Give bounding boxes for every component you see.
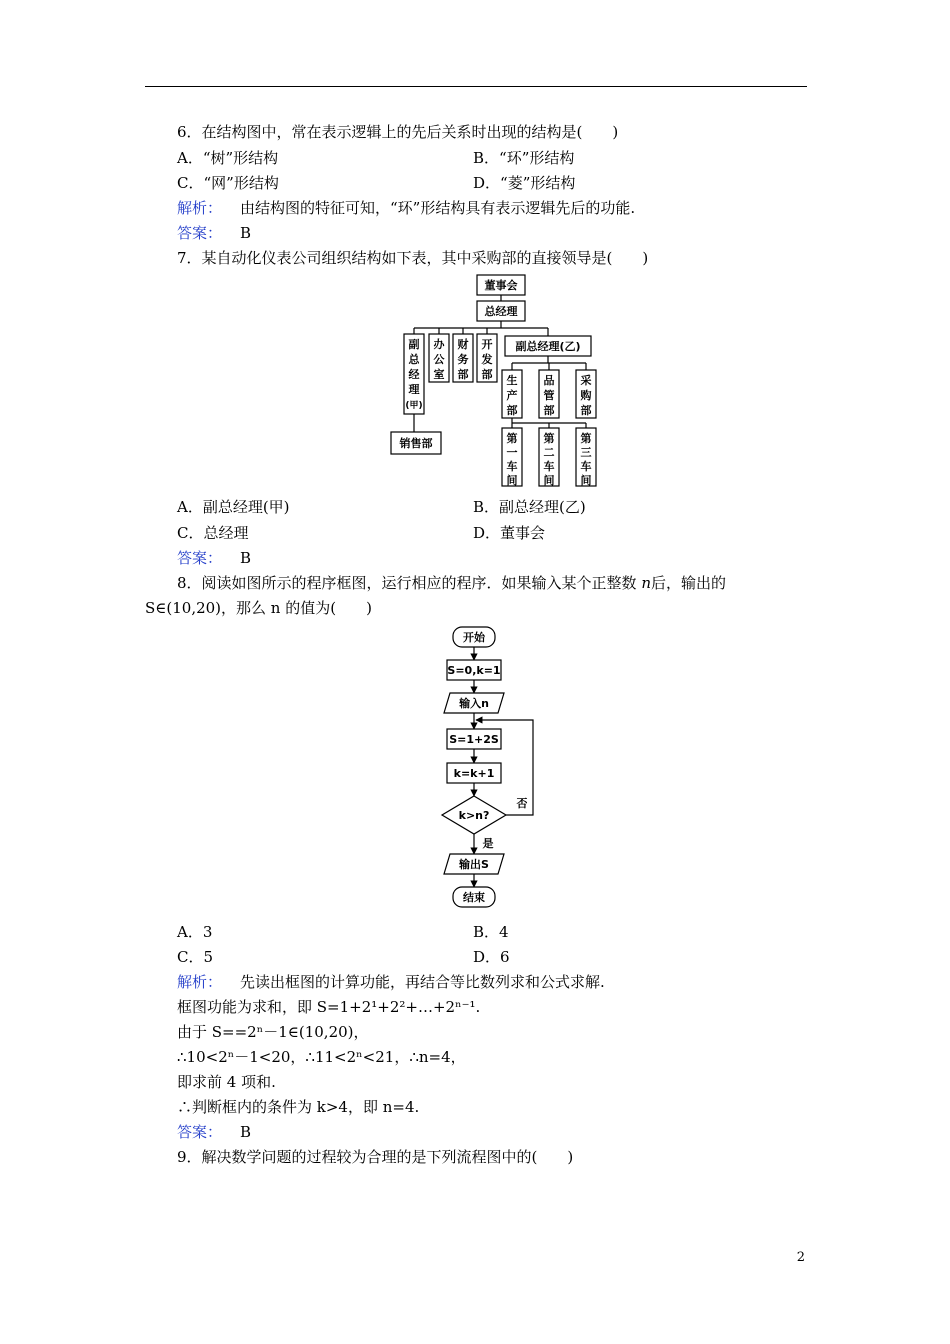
org-prod-char: 部 <box>506 404 518 417</box>
flow-start: 开始 <box>463 631 485 644</box>
org-board: 董事会 <box>484 279 518 292</box>
org-vp-b: 副总经理(乙) <box>515 340 581 353</box>
q7-option-d: D．董事会 <box>473 524 546 542</box>
flow-yes: 是 <box>482 837 494 850</box>
q8-answer <box>177 1122 251 1142</box>
org-chart <box>380 272 610 490</box>
org-dev-char: 发 <box>481 353 493 366</box>
org-prod-char: 生 <box>506 374 518 387</box>
org-ws2-char: 二 <box>543 446 555 459</box>
flow-no: 否 <box>516 797 528 810</box>
org-ws2-char: 车 <box>543 460 555 473</box>
org-ws1-char: 车 <box>506 460 518 473</box>
q8-solution-line-2: 由于 S==2ⁿ－1∈(10,20)， <box>177 1023 369 1041</box>
q8-stem-line1 <box>177 573 726 593</box>
q7-option-a: A．副总经理(甲) <box>177 498 290 516</box>
org-ws1-char: 间 <box>506 474 518 487</box>
org-office-char: 公 <box>433 353 445 366</box>
org-ws3-char: 第 <box>580 432 592 445</box>
answer-value: B <box>240 549 252 567</box>
org-ws3-char: 间 <box>580 474 592 487</box>
q8-solution-line-1: 框图功能为求和，即 S=1+2¹+2²+…+2ⁿ⁻¹. <box>177 998 481 1016</box>
explain-label: 解析： <box>177 973 223 991</box>
q8-option-c: C．5 <box>177 948 214 966</box>
q8-explanation <box>177 972 605 992</box>
page-number: 2 <box>796 1250 805 1265</box>
org-ws2-char: 间 <box>543 474 555 487</box>
q8-stem-post: 后，输出的 <box>651 574 727 592</box>
org-sales: 销售部 <box>399 437 433 450</box>
org-vp-a-char: 经 <box>408 368 420 381</box>
org-qa-char: 管 <box>543 389 555 402</box>
org-purchase-char: 购 <box>580 389 592 402</box>
answer-label: 答案： <box>177 1123 223 1141</box>
q8-solution-line-4: 即求前 4 项和. <box>177 1073 276 1091</box>
q8-stem-var: n <box>641 574 651 592</box>
org-dev-char: 开 <box>481 338 493 351</box>
org-purchase-char: 部 <box>580 404 592 417</box>
org-vp-a-char: (甲) <box>405 401 423 411</box>
q8-option-d: D．6 <box>473 948 510 966</box>
org-office-char: 室 <box>433 368 445 381</box>
q6-explanation <box>177 198 635 218</box>
org-office-char: 办 <box>433 338 445 351</box>
org-finance-char: 财 <box>457 338 469 351</box>
org-ws3-char: 三 <box>580 446 592 459</box>
org-purchase-char: 采 <box>580 374 592 387</box>
q6-answer <box>177 223 251 243</box>
org-vp-a-char: 理 <box>408 383 420 396</box>
q8-option-a: A．3 <box>177 923 213 941</box>
q6-stem: 6．在结构图中，常在表示逻辑上的先后关系时出现的结构是( ) <box>177 123 619 141</box>
q6-option-a: A．“树”形结构 <box>177 149 279 167</box>
q8-solution-line-3: ∴10<2ⁿ－1<20，∴11<2ⁿ<21，∴n=4， <box>177 1048 466 1066</box>
q7-stem: 7．某自动化仪表公司组织结构如下表，其中采购部的直接领导是( ) <box>177 249 649 267</box>
org-vp-a-char: 副 <box>408 338 420 351</box>
org-vp-a-char: 总 <box>408 353 420 366</box>
answer-label: 答案： <box>177 549 223 567</box>
org-prod-char: 产 <box>506 389 518 402</box>
explain-text: 由结构图的特征可知，“环”形结构具有表示逻辑先后的功能. <box>240 199 636 217</box>
org-qa-char: 品 <box>543 374 555 387</box>
q8-stem-line2: S∈(10,20)，那么 n 的值为( ) <box>145 599 372 617</box>
explain-label: 解析： <box>177 199 223 217</box>
q8-solution-line-5: ∴判断框内的条件为 k>4，即 n=4. <box>177 1098 420 1116</box>
q9-stem: 9．解决数学问题的过程较为合理的是下列流程图中的( ) <box>177 1148 574 1166</box>
flow-output: 输出S <box>459 858 489 871</box>
org-ws1-char: 一 <box>506 446 518 459</box>
q6-option-b: B．“环”形结构 <box>473 149 575 167</box>
org-finance-char: 务 <box>457 353 469 366</box>
answer-label: 答案： <box>177 224 223 242</box>
q7-answer <box>177 548 251 568</box>
org-qa-char: 部 <box>543 404 555 417</box>
flow-init: S=0,k=1 <box>447 664 501 677</box>
org-finance-char: 部 <box>457 368 469 381</box>
flow-end: 结束 <box>463 891 485 904</box>
q7-option-b: B．副总经理(乙) <box>473 498 586 516</box>
org-dev-char: 部 <box>481 368 493 381</box>
org-ws2-char: 第 <box>543 432 555 445</box>
header-rule <box>145 86 807 87</box>
org-ws1-char: 第 <box>506 432 518 445</box>
q6-option-d: D．“菱”形结构 <box>473 174 576 192</box>
flowchart <box>430 623 550 913</box>
flow-cond: k>n? <box>458 809 490 822</box>
flow-input: 输入n <box>459 697 489 710</box>
answer-value: B <box>240 1123 252 1141</box>
q7-option-c: C．总经理 <box>177 524 249 542</box>
flow-calc: S=1+2S <box>449 733 499 746</box>
explain-text: 先读出框图的计算功能，再结合等比数列求和公式求解. <box>240 973 605 991</box>
q8-stem-pre: 8．阅读如图所示的程序框图，运行相应的程序．如果输入某个正整数 <box>177 574 642 592</box>
org-ws3-char: 车 <box>580 460 592 473</box>
flow-inc: k=k+1 <box>453 767 495 780</box>
q8-option-b: B．4 <box>473 923 509 941</box>
q6-option-c: C．“网”形结构 <box>177 174 279 192</box>
answer-value: B <box>240 224 252 242</box>
org-gm: 总经理 <box>484 305 518 318</box>
